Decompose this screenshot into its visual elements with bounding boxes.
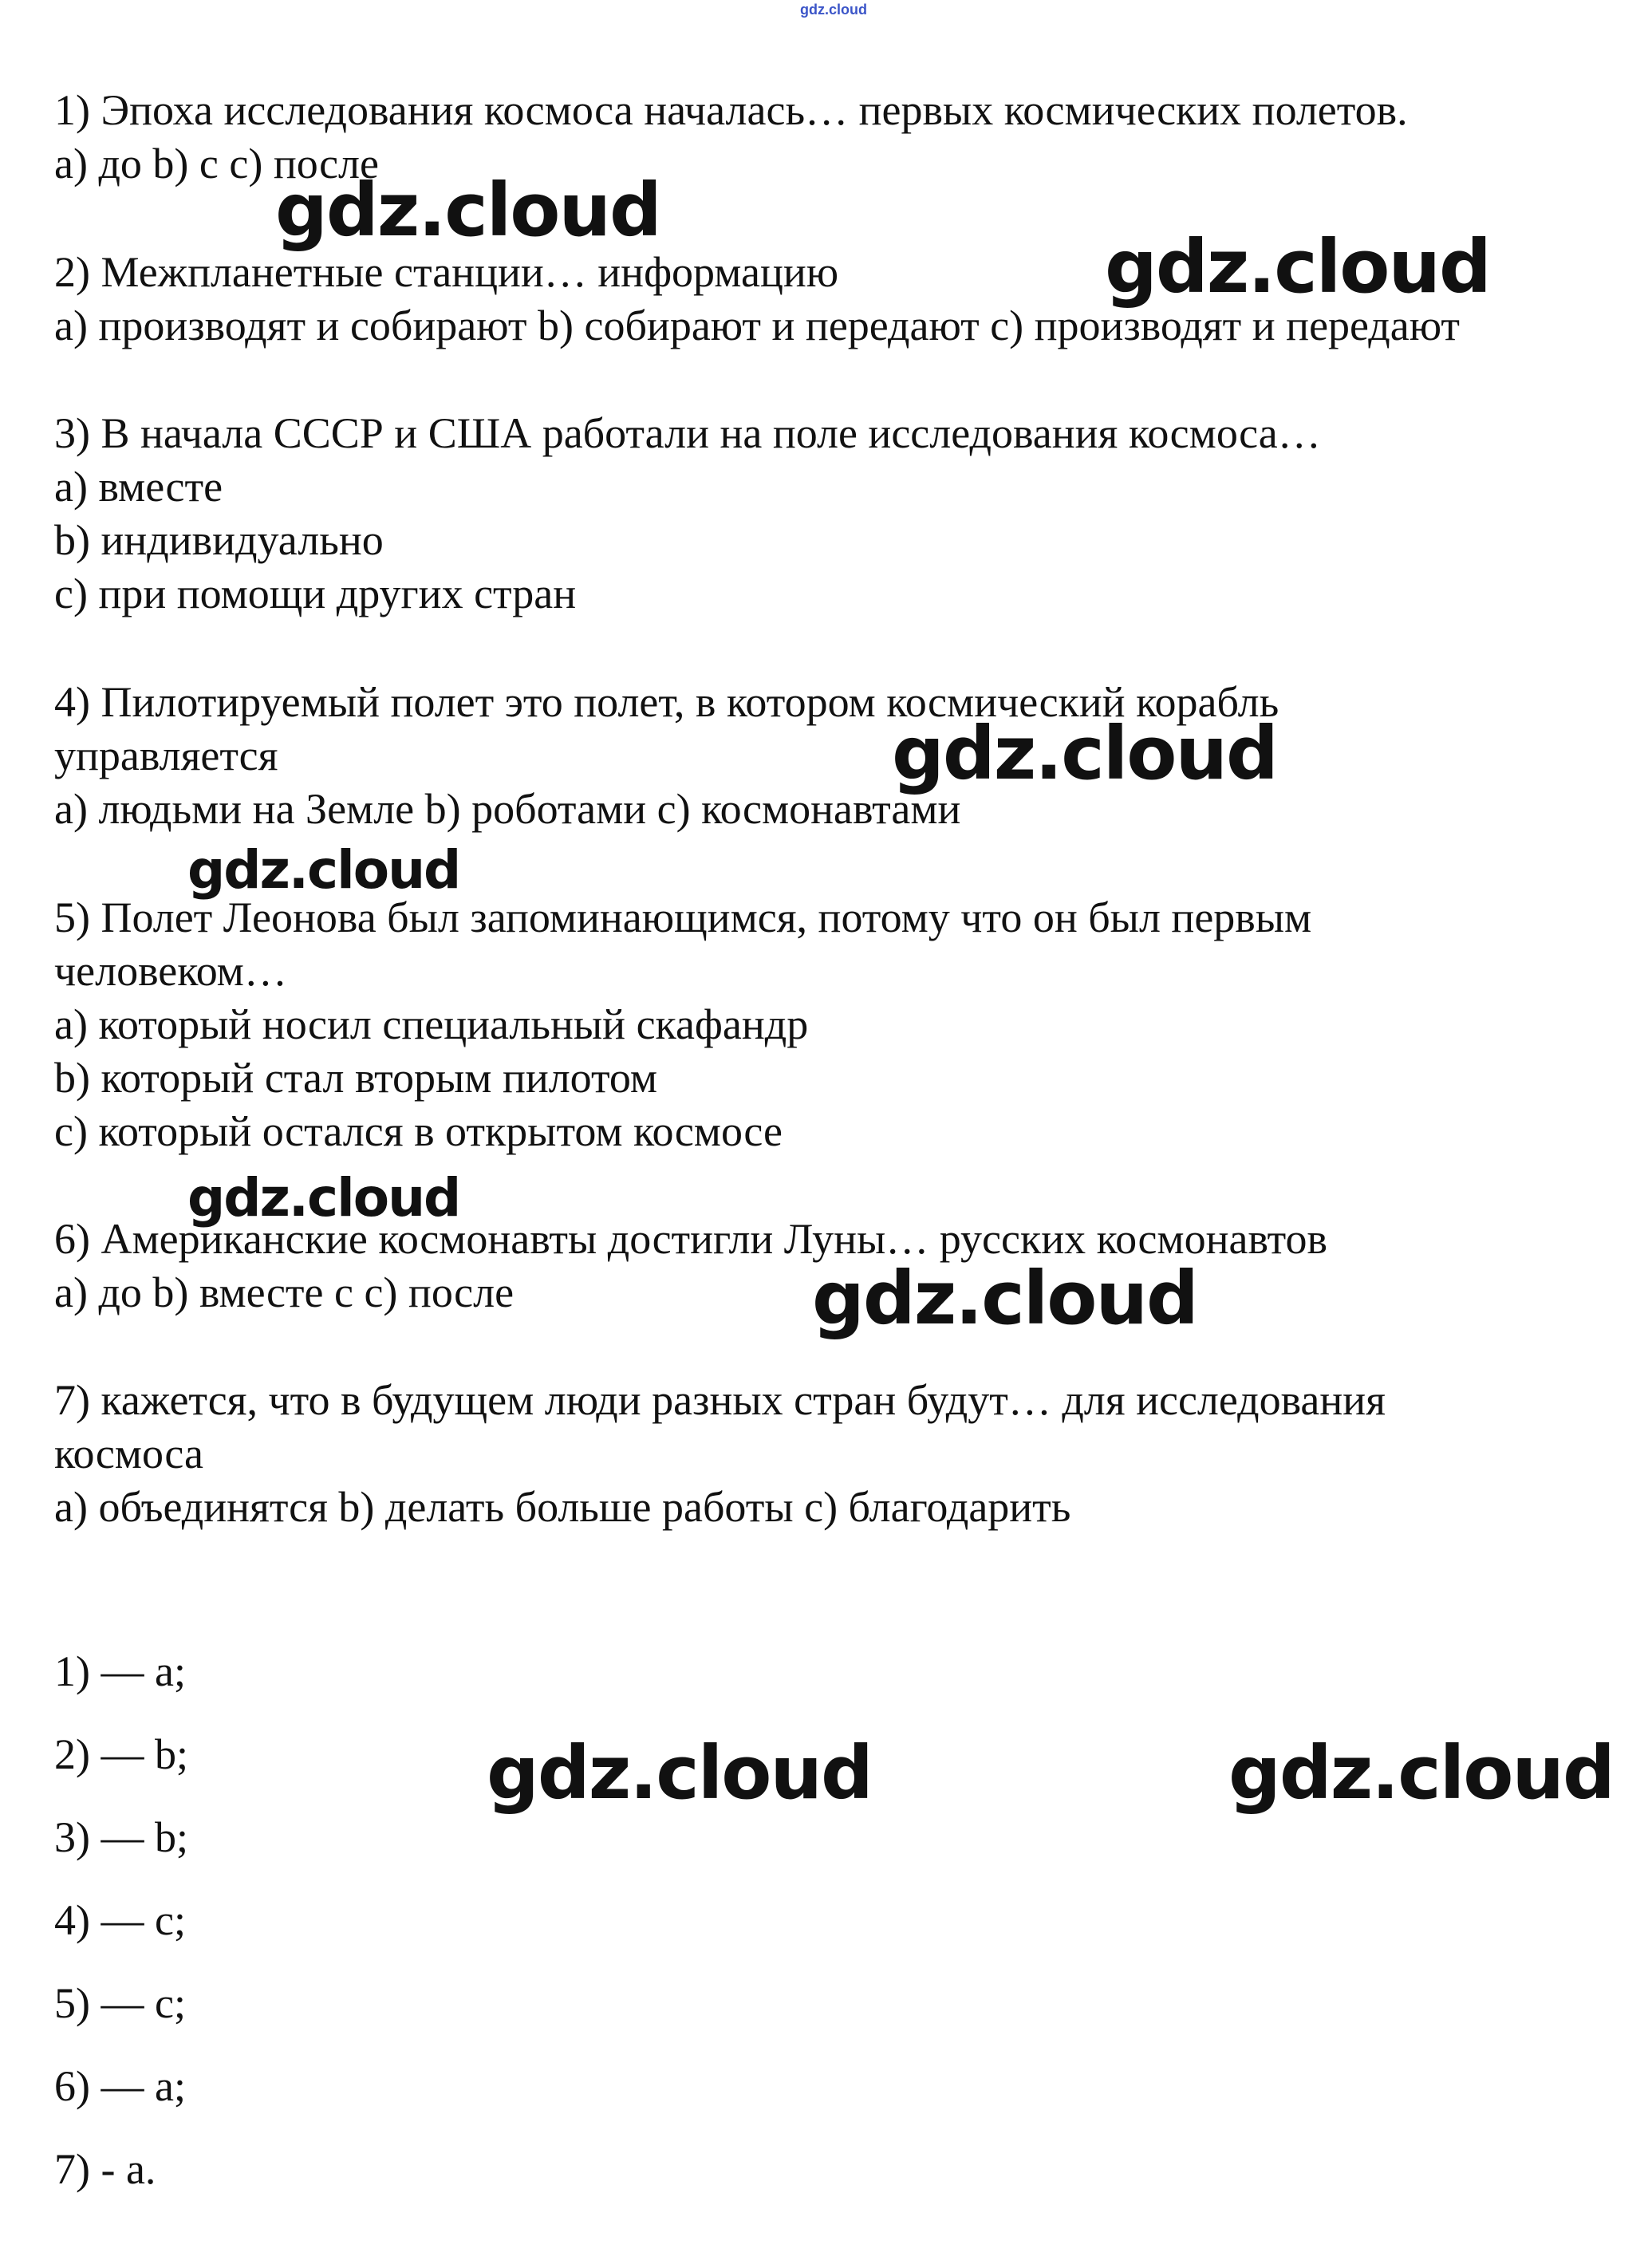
question-3-text: 3) В начала СССР и США работали на поле исследования космоса… [54, 409, 1321, 457]
question-5-text-continued: человеком… [54, 947, 287, 995]
answer-3: 3) — b; [54, 1813, 188, 1861]
watermark: gdz.cloud [187, 1167, 460, 1229]
watermark: gdz.cloud [1228, 1730, 1614, 1816]
question-5-option-a: a) который носил специальный скафандр [54, 1000, 809, 1048]
watermark: gdz.cloud [892, 711, 1277, 796]
watermark: gdz.cloud [187, 839, 460, 901]
question-2-options: a) производят и собирают b) собирают и передают c) производят и передают [54, 302, 1460, 349]
answer-1: 1) — a; [54, 1647, 186, 1695]
question-4-text: 4) Пилотируемый полет это полет, в котором космический корабль [54, 678, 1279, 726]
watermark: gdz.cloud [487, 1730, 872, 1816]
question-6-options: a) до b) вместе с c) после [54, 1268, 515, 1316]
answer-7: 7) - a. [54, 2145, 156, 2193]
question-4-options: a) людьми на Земле b) роботами c) космонавтами [54, 785, 961, 833]
watermark: gdz.cloud [1105, 224, 1490, 310]
watermark: gdz.cloud [812, 1256, 1197, 1341]
question-6-text: 6) Американские космонавты достигли Луны… русских космонавтов [54, 1215, 1327, 1263]
question-5-option-c: c) который остался в открытом космосе [54, 1107, 783, 1155]
question-7-text: 7) кажется, что в будущем люди разных стран будут… для исследования [54, 1376, 1386, 1424]
question-3-option-b: b) индивидуально [54, 516, 384, 564]
question-2-text: 2) Межпланетные станции… информацию [54, 248, 839, 296]
question-1-text: 1) Эпоха исследования космоса началась… первых космических полетов. [54, 86, 1408, 134]
question-3-option-a: a) вместе [54, 463, 223, 511]
question-7-text-continued: космоса [54, 1430, 203, 1477]
site-header-mark: gdz.cloud [800, 2, 867, 18]
answer-6: 6) — a; [54, 2062, 186, 2110]
question-7-options: a) объединятся b) делать больше работы c) благодарить [54, 1483, 1071, 1531]
answer-4: 4) — c; [54, 1896, 186, 1944]
question-1-options: a) до b) с c) после [54, 140, 379, 187]
question-3-option-c: c) при помощи других стран [54, 570, 577, 617]
question-4-text-continued: управляется [54, 732, 278, 779]
answer-5: 5) — c; [54, 1979, 186, 2027]
answer-2: 2) — b; [54, 1730, 188, 1778]
question-5-text: 5) Полет Леонова был запоминающимся, потому что он был первым [54, 893, 1312, 941]
question-5-option-b: b) который стал вторым пилотом [54, 1054, 657, 1102]
watermark: gdz.cloud [275, 168, 660, 253]
